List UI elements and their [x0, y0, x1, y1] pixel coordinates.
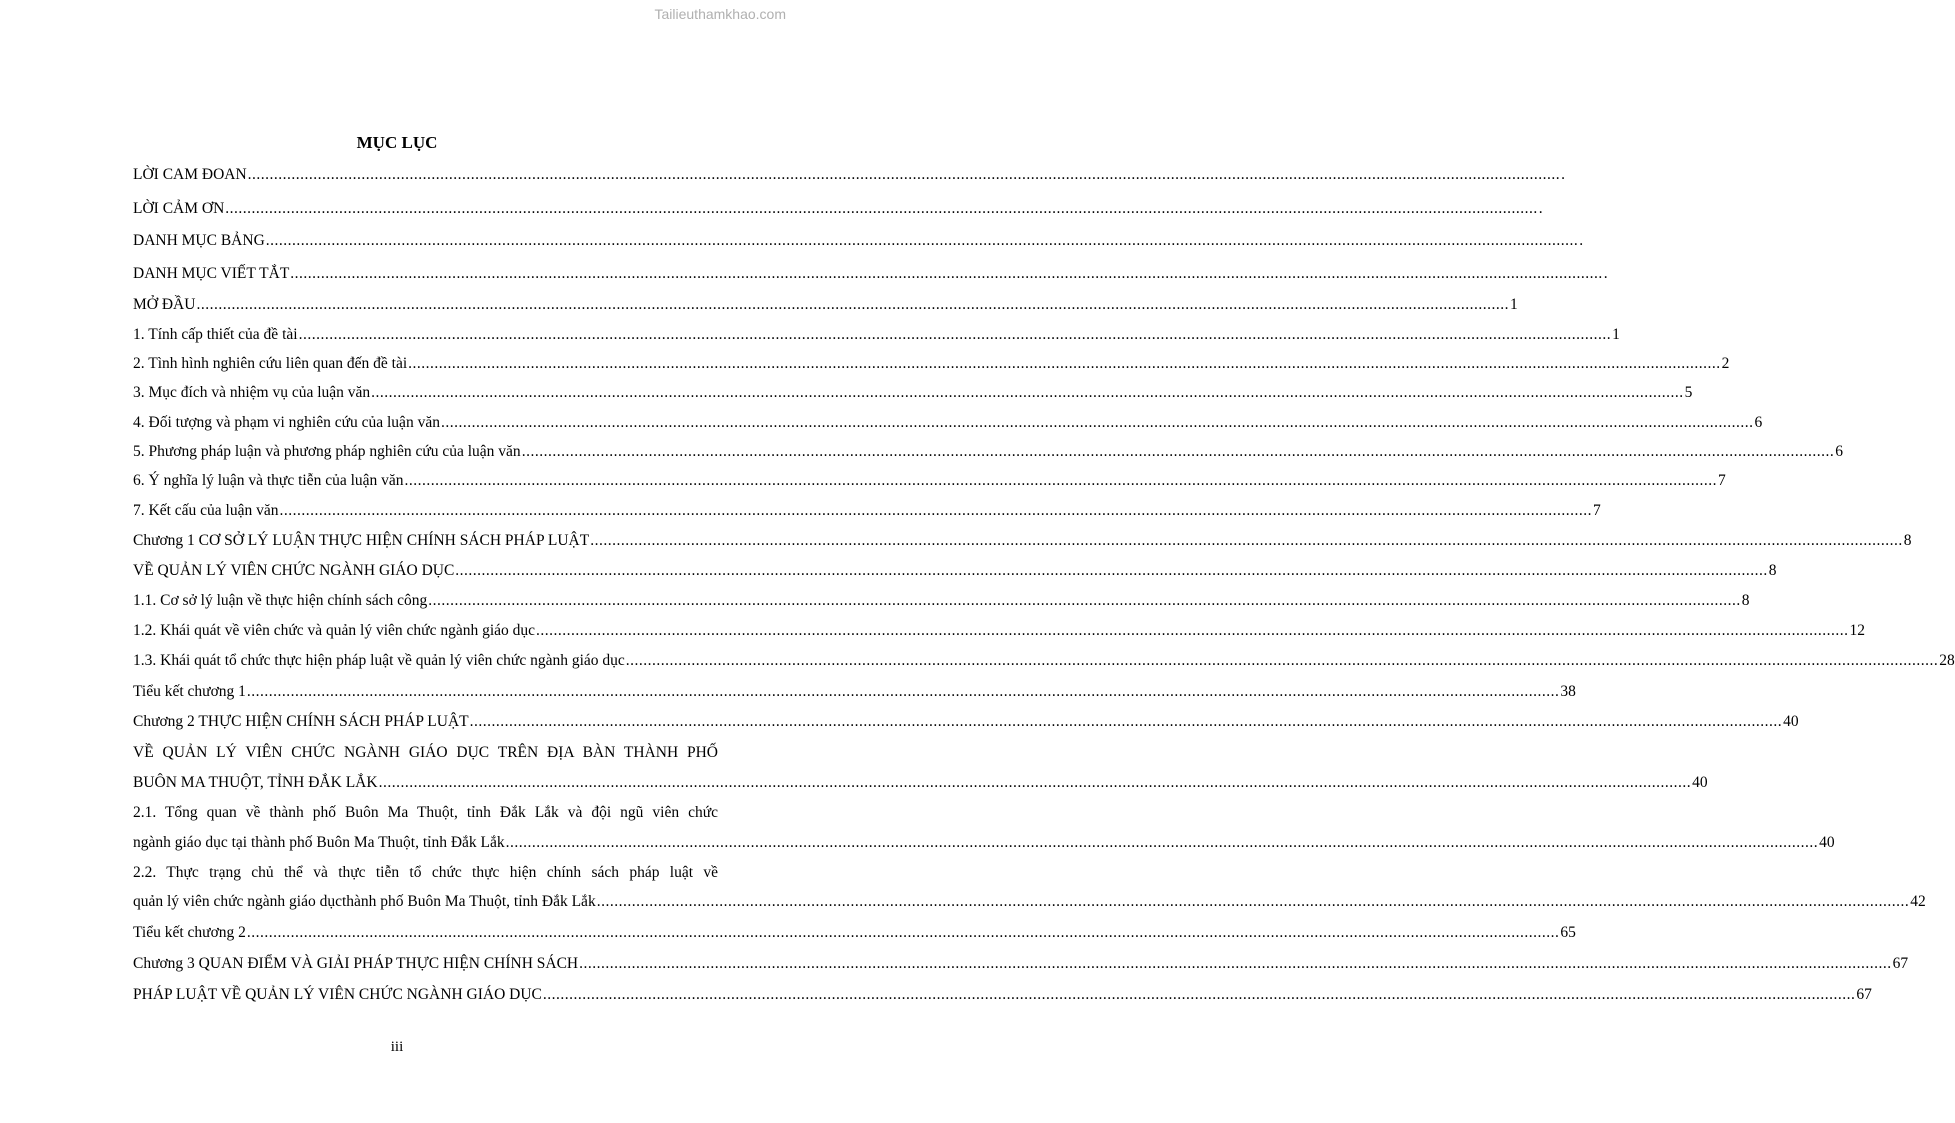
- toc-entry: [133, 322, 1620, 348]
- toc-entry: [133, 920, 1576, 946]
- toc-entry-text: 1.2. Khái quát về viên chức và quản lý viên chức ngành giáo dục: [133, 622, 536, 639]
- toc-entry-page: 40: [1819, 834, 1835, 851]
- toc-entry: [133, 740, 718, 766]
- toc-leader: ............................................................................................................................................................................................................................................................................................................: [579, 955, 1892, 972]
- toc-entry-text: BUÔN MA THUỘT, TỈNH ĐẮK LẮK: [133, 774, 378, 791]
- toc-leader: ............................................................................................................................................................................................................................................................................................................: [246, 924, 1560, 941]
- toc-entry-page: 38: [1560, 683, 1576, 700]
- toc-entry: [133, 261, 1608, 287]
- page-number: iii: [390, 1039, 404, 1055]
- toc-entry-page: 8: [1768, 562, 1777, 579]
- toc-entry-page: 65: [1560, 924, 1576, 941]
- toc-entry-text: 2.2. Thực trạng chủ thể và thực tiễn tổ chức thực hiện chính sách pháp luật về: [133, 864, 718, 881]
- toc-entry-page: 5: [1684, 384, 1693, 401]
- toc-leader: ............................................................................................................................................................................................................................................................................................................: [521, 443, 1835, 460]
- toc-entry: [133, 380, 1693, 406]
- toc-entry-text: 2. Tình hình nghiên cứu liên quan đến đề tài: [133, 355, 408, 372]
- toc-entry-text: 7. Kết cấu của luận văn: [133, 502, 279, 519]
- toc-leader: ............................................................................................................................................................................................................................................................................................................: [371, 384, 1684, 401]
- toc-entry: [133, 439, 1843, 465]
- toc-entry-page: .: [1561, 166, 1566, 183]
- toc-entry-text: 6. Ý nghĩa lý luận và thực tiễn của luận văn: [133, 472, 404, 489]
- toc-leader: ............................................................................................................................................................................................................................................................................................................: [542, 986, 1856, 1003]
- toc-entry: [133, 889, 1926, 915]
- toc-entry-page: 7: [1718, 472, 1726, 489]
- toc-entry: [133, 951, 1909, 977]
- toc-leader: ............................................................................................................................................................................................................................................................................................................: [279, 502, 1592, 519]
- toc-entry: [133, 162, 1566, 188]
- toc-entry-text: quản lý viên chức ngành giáo dụcthành phố Buôn Ma Thuột, tỉnh Đắk Lắk: [133, 893, 596, 910]
- toc-leader: ............................................................................................................................................................................................................................................................................................................: [404, 472, 1718, 489]
- toc-entry-text: 1. Tính cấp thiết của đề tài: [133, 326, 298, 343]
- toc-entry-page: .: [1579, 232, 1584, 249]
- toc-entry: [133, 498, 1601, 524]
- toc-leader: ............................................................................................................................................................................................................................................................................................................: [596, 893, 1910, 910]
- toc-entry-page: 67: [1892, 955, 1909, 972]
- toc-entry-page: 40: [1783, 713, 1799, 730]
- toc-entry: [133, 292, 1518, 318]
- toc-leader: ............................................................................................................................................................................................................................................................................................................: [536, 622, 1849, 639]
- toc-entry-text: 1.1. Cơ sở lý luận về thực hiện chính sách công: [133, 592, 428, 609]
- toc-entry-text: ngành giáo dục tại thành phố Buôn Ma Thuột, tỉnh Đắk Lắk: [133, 834, 505, 851]
- toc-entry-text: Chương 1 CƠ SỞ LÝ LUẬN THỰC HIỆN CHÍNH SÁCH PHÁP LUẬT: [133, 532, 590, 549]
- toc-entry-text: MỞ ĐẦU: [133, 296, 196, 313]
- toc-entry-text: Chương 2 THỰC HIỆN CHÍNH SÁCH PHÁP LUẬT: [133, 713, 469, 730]
- toc-entry: [133, 228, 1584, 254]
- toc-leader: ............................................................................................................................................................................................................................................................................................................: [265, 232, 1579, 249]
- toc-entry-text: 3. Mục đích và nhiệm vụ của luận văn: [133, 384, 371, 401]
- toc-leader: ............................................................................................................................................................................................................................................................................................................: [625, 652, 1939, 669]
- toc-entry: [133, 558, 1777, 584]
- toc-entry-text: VỀ QUẢN LÝ VIÊN CHỨC NGÀNH GIÁO DỤC TRÊN ĐỊA BÀN THÀNH PHỐ: [133, 744, 718, 761]
- toc-entry-page: .: [1538, 200, 1543, 217]
- toc-entry-text: DANH MỤC BẢNG: [133, 232, 265, 249]
- toc-leader: ............................................................................................................................................................................................................................................................................................................: [247, 166, 1561, 183]
- toc-entry-page: 40: [1692, 774, 1708, 791]
- toc-entry-page: 8: [1741, 592, 1750, 609]
- toc-leader: ............................................................................................................................................................................................................................................................................................................: [505, 834, 1819, 851]
- toc-entry-text: 4. Đối tượng và phạm vi nghiên cứu của luận văn: [133, 414, 440, 431]
- toc-leader: ............................................................................................................................................................................................................................................................................................................: [408, 355, 1721, 372]
- toc-entry: [133, 648, 1955, 674]
- toc-leader: ............................................................................................................................................................................................................................................................................................................: [290, 265, 1603, 282]
- toc-leader: ............................................................................................................................................................................................................................................................................................................: [428, 592, 1741, 609]
- toc-entry: [133, 588, 1750, 614]
- toc-entry-page: 67: [1856, 986, 1872, 1003]
- page-title: MỤC LỤC: [356, 133, 438, 152]
- toc-entry: [133, 860, 718, 886]
- toc-entry-text: DANH MỤC VIẾT TẮT: [133, 265, 290, 282]
- toc-entry-page: 6: [1754, 414, 1763, 431]
- toc-entry-page: 12: [1849, 622, 1866, 639]
- toc-entry: [133, 770, 1708, 796]
- toc-entry: [133, 982, 1872, 1008]
- toc-entry-text: Tiểu kết chương 1: [133, 683, 246, 700]
- toc-entry-page: 42: [1910, 893, 1926, 910]
- toc-entry-text: PHÁP LUẬT VỀ QUẢN LÝ VIÊN CHỨC NGÀNH GIÁO DỤC: [133, 986, 542, 1003]
- watermark: Tailieuthamkhao.com: [654, 6, 786, 22]
- toc-entry-text: VỀ QUẢN LÝ VIÊN CHỨC NGÀNH GIÁO DỤC: [133, 562, 455, 579]
- toc-entry: [133, 410, 1763, 436]
- toc-leader: ............................................................................................................................................................................................................................................................................................................: [246, 683, 1560, 700]
- toc-entry-text: LỜI CAM ĐOAN: [133, 166, 247, 183]
- toc-entry: [133, 618, 1866, 644]
- toc-leader: ............................................................................................................................................................................................................................................................................................................: [469, 713, 1783, 730]
- toc-entry-text: Tiểu kết chương 2: [133, 924, 246, 941]
- toc-entry: [133, 468, 1726, 494]
- toc-entry-page: 1: [1509, 296, 1518, 313]
- toc-entry-text: 5. Phương pháp luận và phương pháp nghiên cứu của luận văn: [133, 443, 521, 460]
- toc-entry: [133, 830, 1835, 856]
- toc-entry-page: 6: [1835, 443, 1843, 460]
- toc-leader: ............................................................................................................................................................................................................................................................................................................: [440, 414, 1754, 431]
- toc-entry: [133, 528, 1912, 554]
- toc-entry-page: .: [1603, 265, 1608, 282]
- toc-entry-text: 1.3. Khái quát tổ chức thực hiện pháp luật về quản lý viên chức ngành giáo dục: [133, 652, 625, 669]
- toc-entry-page: 1: [1612, 326, 1620, 343]
- toc-leader: ............................................................................................................................................................................................................................................................................................................: [590, 532, 1903, 549]
- toc-entry-page: 7: [1592, 502, 1601, 519]
- toc-entry-page: 2: [1721, 355, 1730, 372]
- toc-entry: [133, 351, 1730, 377]
- toc-leader: ............................................................................................................................................................................................................................................................................................................: [196, 296, 1509, 313]
- toc-entry: [133, 800, 718, 826]
- toc-leader: ............................................................................................................................................................................................................................................................................................................: [455, 562, 1768, 579]
- toc-entry-text: LỜI CẢM ƠN: [133, 200, 225, 217]
- toc-entry: [133, 679, 1576, 705]
- toc-entry-text: Chương 3 QUAN ĐIỂM VÀ GIẢI PHÁP THỰC HIỆN CHÍNH SÁCH: [133, 955, 579, 972]
- toc-leader: ............................................................................................................................................................................................................................................................................................................: [378, 774, 1692, 791]
- toc-entry: [133, 709, 1799, 735]
- toc-entry-text: 2.1. Tổng quan về thành phố Buôn Ma Thuột, tỉnh Đắk Lắk và đội ngũ viên chức: [133, 804, 718, 821]
- toc-entry: [133, 196, 1543, 222]
- toc-leader: ............................................................................................................................................................................................................................................................................................................: [298, 326, 1612, 343]
- toc-entry-page: 8: [1903, 532, 1912, 549]
- toc-entry-page: 28: [1939, 652, 1955, 669]
- toc-leader: ............................................................................................................................................................................................................................................................................................................: [225, 200, 1538, 217]
